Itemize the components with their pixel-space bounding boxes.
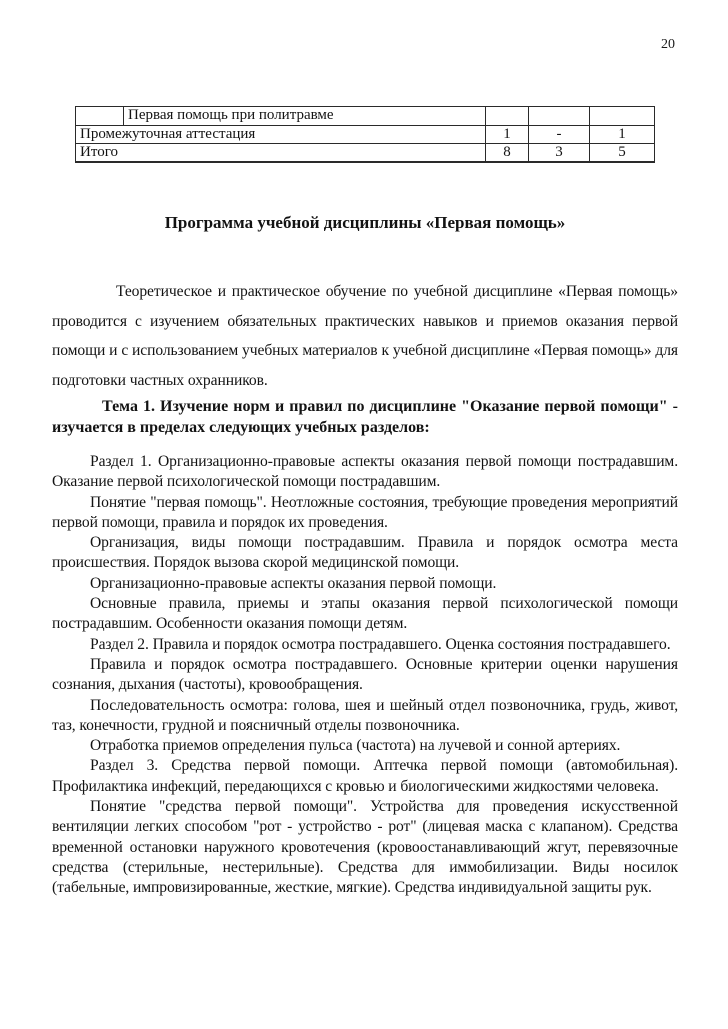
table-cell: 3: [529, 144, 590, 163]
section-paragraph: Организационно-правовые аспекты оказания первой помощи.: [90, 574, 497, 592]
section-paragraph: Основные правила, приемы и этапы оказания первой психологической помощи пострадавшим. Особенности оказания помощи детям.: [52, 595, 678, 633]
table-cell: 1: [486, 126, 529, 144]
table-cell: Промежуточная аттестация: [76, 126, 486, 144]
table-cell: [590, 107, 655, 126]
section-paragraph: Раздел 1. Организационно-правовые аспекты оказания первой помощи пострадавшим. Оказание первой психологической помощи пострадавшим.: [52, 453, 678, 491]
section-paragraph: Раздел 3. Средства первой помощи. Аптечка первой помощи (автомобильная). Профилактика инфекций, передающихся с кровью и биологическими жидкостями человека.: [52, 757, 678, 795]
theme-1-heading: Тема 1. Изучение норм и правил по дисциплине "Оказание первой помощи" - изучается в пределах следующих учебных разделов:: [52, 398, 678, 436]
section-paragraph: Организация, виды помощи пострадавшим. Правила и порядок осмотра места происшествия. Порядок вызова скорой медицинской помощи.: [52, 534, 678, 572]
table-cell: -: [529, 126, 590, 144]
table-cell: [76, 107, 124, 126]
table-cell: [529, 107, 590, 126]
section-paragraph: Последовательность осмотра: голова, шея и шейный отдел позвоночника, грудь, живот, таз, конечности, грудной и поясничный отделы позвоночника.: [52, 696, 678, 734]
section-paragraph: Отработка приемов определения пульса (частота) на лучевой и сонной артериях.: [90, 737, 621, 755]
section-paragraph: Понятие "средства первой помощи". Устройства для проведения искусственной вентиляции легких способом "рот - устройство - рот" (лицевая маска с клапаном). Средства временной остановки наружного кровотечения (кровоостанавливающий жгут, перевязочные средства (стерильные, нестерильные). Средства для иммобилизации. Виды носилок (табельные, импровизированные, жесткие, мягкие). Средства индивидуальной защиты рук.: [52, 798, 678, 897]
section-paragraph: Раздел 2. Правила и порядок осмотра пострадавшего. Оценка состояния пострадавшего.: [90, 635, 671, 653]
table-cell: [486, 107, 529, 126]
table-row: [76, 107, 655, 126]
table-cell: 8: [486, 144, 529, 163]
curriculum-hours-table: [75, 106, 655, 163]
intro-paragraph: Теоретическое и практическое обучение по учебной дисциплине «Первая помощь» проводится с изучением обязательных практических навыков и приемов оказания первой помощи и с использованием учебных материалов к учебной дисциплине «Первая помощь» для подготовки частных охранников.: [52, 283, 678, 389]
page-number: 20: [661, 37, 675, 52]
section-paragraph: Правила и порядок осмотра пострадавшего. Основные критерии оценки нарушения сознания, дыхания (частоты), кровообращения.: [52, 655, 678, 694]
program-title: Программа учебной дисциплины «Первая помощь»: [164, 213, 566, 232]
table-row: [76, 144, 655, 163]
table-row: [76, 126, 655, 144]
table-cell: 1: [590, 126, 655, 144]
table-cell: Итого: [76, 144, 486, 163]
table-cell: Первая помощь при политравме: [124, 107, 486, 126]
sections-text-block: [52, 452, 678, 899]
section-paragraph: Понятие "первая помощь". Неотложные состояния, требующие проведения мероприятий первой помощи, правила и порядок их проведения.: [52, 493, 678, 531]
table-cell: 5: [590, 144, 655, 163]
